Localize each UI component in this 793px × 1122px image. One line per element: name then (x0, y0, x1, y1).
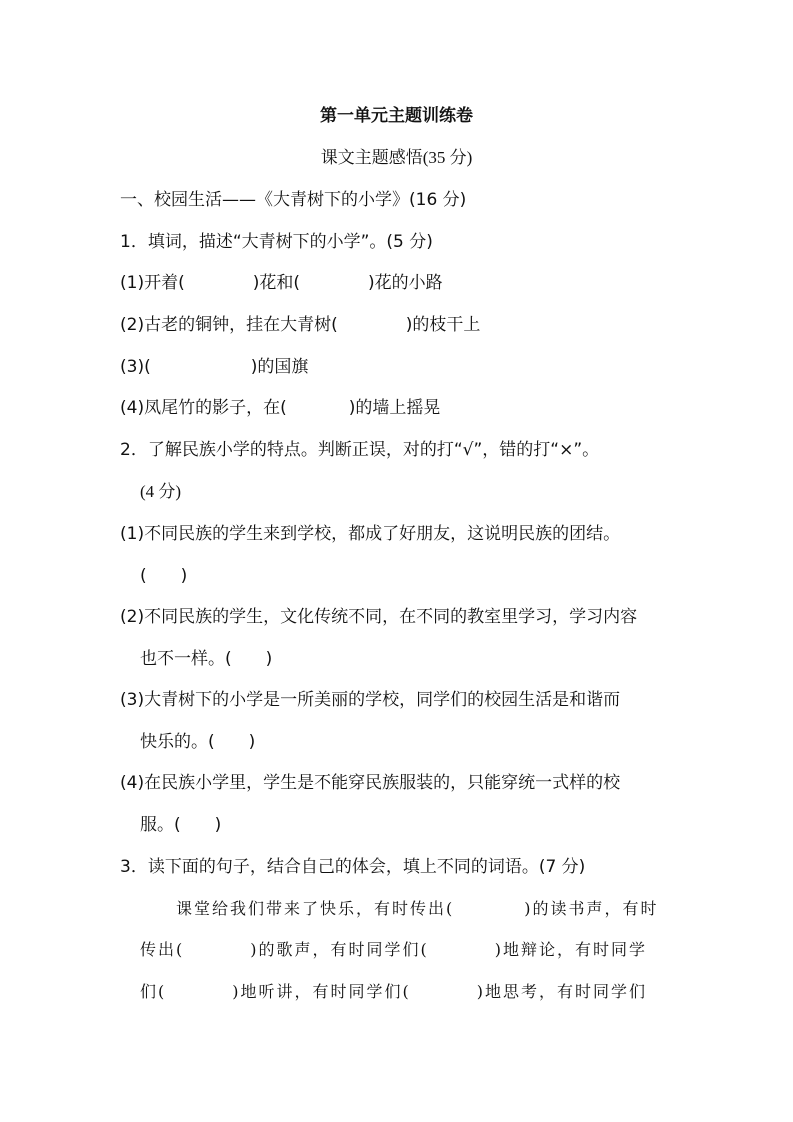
item-text: )的国旗 (250, 357, 309, 377)
question-2-prompt: 2．了解民族小学的特点。判断正误，对的打“√”，错的打“×”。 (120, 440, 600, 460)
question-2-points: (4 分) (140, 482, 182, 501)
passage-text: )的读书声，有时 (524, 899, 659, 918)
question-1-item-3 (120, 356, 308, 378)
section-heading: 一、校园生活——《大青树下的小学》(16 分) (120, 190, 467, 210)
item-text: )的墙上摇晃 (348, 398, 441, 418)
question-1-prompt: 1．填词，描述“大青树下的小学”。(5 分) (120, 232, 433, 252)
answer-bracket[interactable]: ( ) (140, 566, 188, 586)
item-text: )的枝干上 (405, 315, 481, 335)
question-3-prompt: 3．读下面的句子，结合自己的体会，填上不同的词语。(7 分) (120, 857, 586, 877)
page-subtitle: 课文主题感悟(35 分) (320, 148, 473, 167)
question-2-item-4: (4)在民族小学里，学生是不能穿民族服装的，只能穿统一式样的校 (120, 773, 621, 793)
question-1-item-4 (120, 397, 440, 419)
answer-bracket[interactable]: 快乐的。( ) (140, 732, 256, 752)
question-2-item-1: (1)不同民族的学生来到学校，都成了好朋友，这说明民族的团结。 (120, 524, 621, 544)
question-3-passage-line-1 (176, 898, 659, 920)
question-1-item-1 (120, 272, 443, 294)
question-2-item-2: (2)不同民族的学生，文化传统不同，在不同的教室里学习，学习内容 (120, 607, 638, 627)
passage-text: 课堂给我们带来了快乐，有时传出( (176, 899, 455, 918)
passage-text: 们( (140, 982, 167, 1001)
item-text: )花的小路 (367, 273, 443, 293)
answer-bracket[interactable]: 也不一样。( ) (140, 649, 273, 669)
item-text: (2)古老的铜钟，挂在大青树( (120, 315, 338, 335)
passage-text: )地思考，有时同学们 (476, 982, 647, 1001)
item-text: (3)( (120, 357, 151, 377)
page-title: 第一单元主题训练卷 (320, 106, 473, 126)
answer-bracket[interactable]: 服。( ) (140, 815, 222, 835)
item-text: (1)开着( (120, 273, 185, 293)
question-3-passage-line-2 (140, 939, 647, 961)
item-text: (4)凤尾竹的影子，在( (120, 398, 287, 418)
item-text: )花和( (252, 273, 300, 293)
passage-text: 传出( (140, 940, 185, 959)
question-1-item-2 (120, 314, 480, 336)
passage-text: )地听讲，有时同学们( (232, 982, 411, 1001)
question-2-item-3: (3)大青树下的小学是一所美丽的学校，同学们的校园生活是和谐而 (120, 690, 621, 710)
passage-text: )的歌声，有时同学们( (250, 940, 429, 959)
passage-text: )地辩论，有时同学 (494, 940, 647, 959)
question-3-passage-line-3 (140, 981, 647, 1003)
